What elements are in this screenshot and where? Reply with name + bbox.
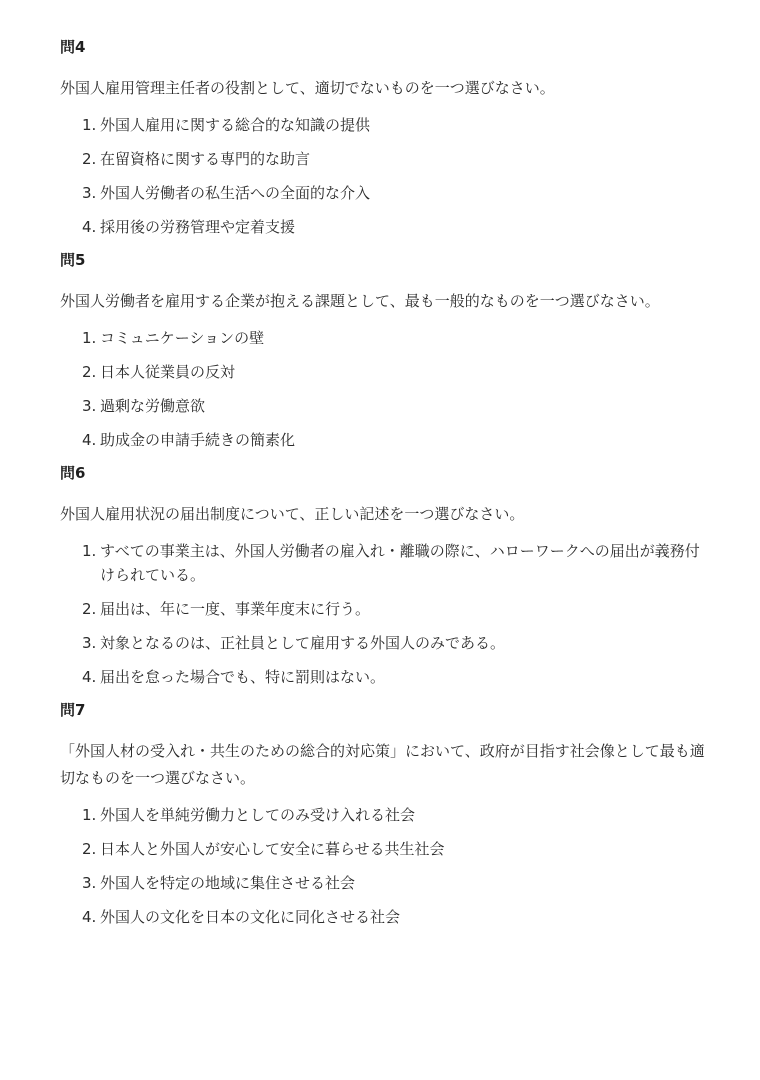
answer-option (82, 597, 712, 621)
option-number: 4. (82, 431, 97, 449)
answer-option (82, 905, 712, 929)
option-number: 2. (82, 363, 97, 381)
option-number: 2. (82, 840, 97, 858)
option-number: 1. (82, 542, 97, 560)
question-5 (60, 249, 712, 452)
answer-option (82, 837, 712, 861)
option-number: 1. (82, 806, 97, 824)
option-text: すべての事業主は、外国人労働者の雇入れ・離職の際に、ハローワークへの届出が義務付けられている。 (100, 542, 700, 584)
option-text: 過剰な労働意欲 (100, 397, 206, 415)
option-text: 外国人雇用に関する総合的な知識の提供 (100, 116, 371, 134)
question-heading: 問4 (60, 38, 86, 56)
option-text: 助成金の申請手続きの簡素化 (100, 431, 296, 449)
option-text: 日本人従業員の反対 (100, 363, 236, 381)
question-6 (60, 462, 712, 689)
answer-option (82, 665, 712, 689)
question-4 (60, 36, 712, 239)
option-number: 4. (82, 908, 97, 926)
option-text: 外国人を特定の地域に集住させる社会 (100, 874, 356, 892)
answer-option (82, 394, 712, 418)
question-heading: 問7 (60, 701, 86, 719)
option-text: 外国人を単純労働力としてのみ受け入れる社会 (100, 806, 416, 824)
option-text: 対象となるのは、正社員として雇用する外国人のみである。 (100, 634, 506, 652)
question-prompt: 外国人雇用管理主任者の役割として、適切でないものを一つ選びなさい。 (60, 79, 555, 97)
option-text: 日本人と外国人が安心して安全に暮らせる共生社会 (100, 840, 445, 858)
answer-option (82, 360, 712, 384)
option-number: 4. (82, 218, 97, 236)
answer-option (82, 631, 712, 655)
option-number: 4. (82, 668, 97, 686)
answer-option (82, 326, 712, 350)
option-text: 在留資格に関する専門的な助言 (100, 150, 311, 168)
option-number: 3. (82, 634, 97, 652)
answer-option (82, 428, 712, 452)
option-number: 2. (82, 600, 97, 618)
question-prompt: 外国人労働者を雇用する企業が抱える課題として、最も一般的なものを一つ選びなさい。 (60, 292, 660, 310)
answer-options (60, 326, 712, 452)
option-text: コミュニケーションの壁 (100, 329, 265, 347)
answer-option (82, 181, 712, 205)
option-text: 採用後の労務管理や定着支援 (100, 218, 296, 236)
option-number: 2. (82, 150, 97, 168)
answer-options (60, 803, 712, 929)
answer-options (60, 113, 712, 239)
option-number: 3. (82, 184, 97, 202)
question-prompt: 「外国人材の受入れ・共生のための総合的対応策」において、政府が目指す社会像として最も適切なものを一つ選びなさい。 (60, 742, 705, 787)
question-heading: 問5 (60, 251, 86, 269)
question-heading: 問6 (60, 464, 86, 482)
option-text: 外国人の文化を日本の文化に同化させる社会 (100, 908, 401, 926)
answer-option (82, 147, 712, 171)
option-number: 1. (82, 116, 97, 134)
answer-option (82, 803, 712, 827)
option-number: 3. (82, 874, 97, 892)
question-prompt: 外国人雇用状況の届出制度について、正しい記述を一つ選びなさい。 (60, 505, 525, 523)
question-7 (60, 699, 712, 929)
answer-options (60, 539, 712, 689)
answer-option (82, 113, 712, 137)
answer-option (82, 539, 712, 587)
option-number: 1. (82, 329, 97, 347)
option-text: 届出は、年に一度、事業年度末に行う。 (100, 600, 371, 618)
option-number: 3. (82, 397, 97, 415)
option-text: 届出を怠った場合でも、特に罰則はない。 (100, 668, 386, 686)
answer-option (82, 871, 712, 895)
option-text: 外国人労働者の私生活への全面的な介入 (100, 184, 371, 202)
answer-option (82, 215, 712, 239)
